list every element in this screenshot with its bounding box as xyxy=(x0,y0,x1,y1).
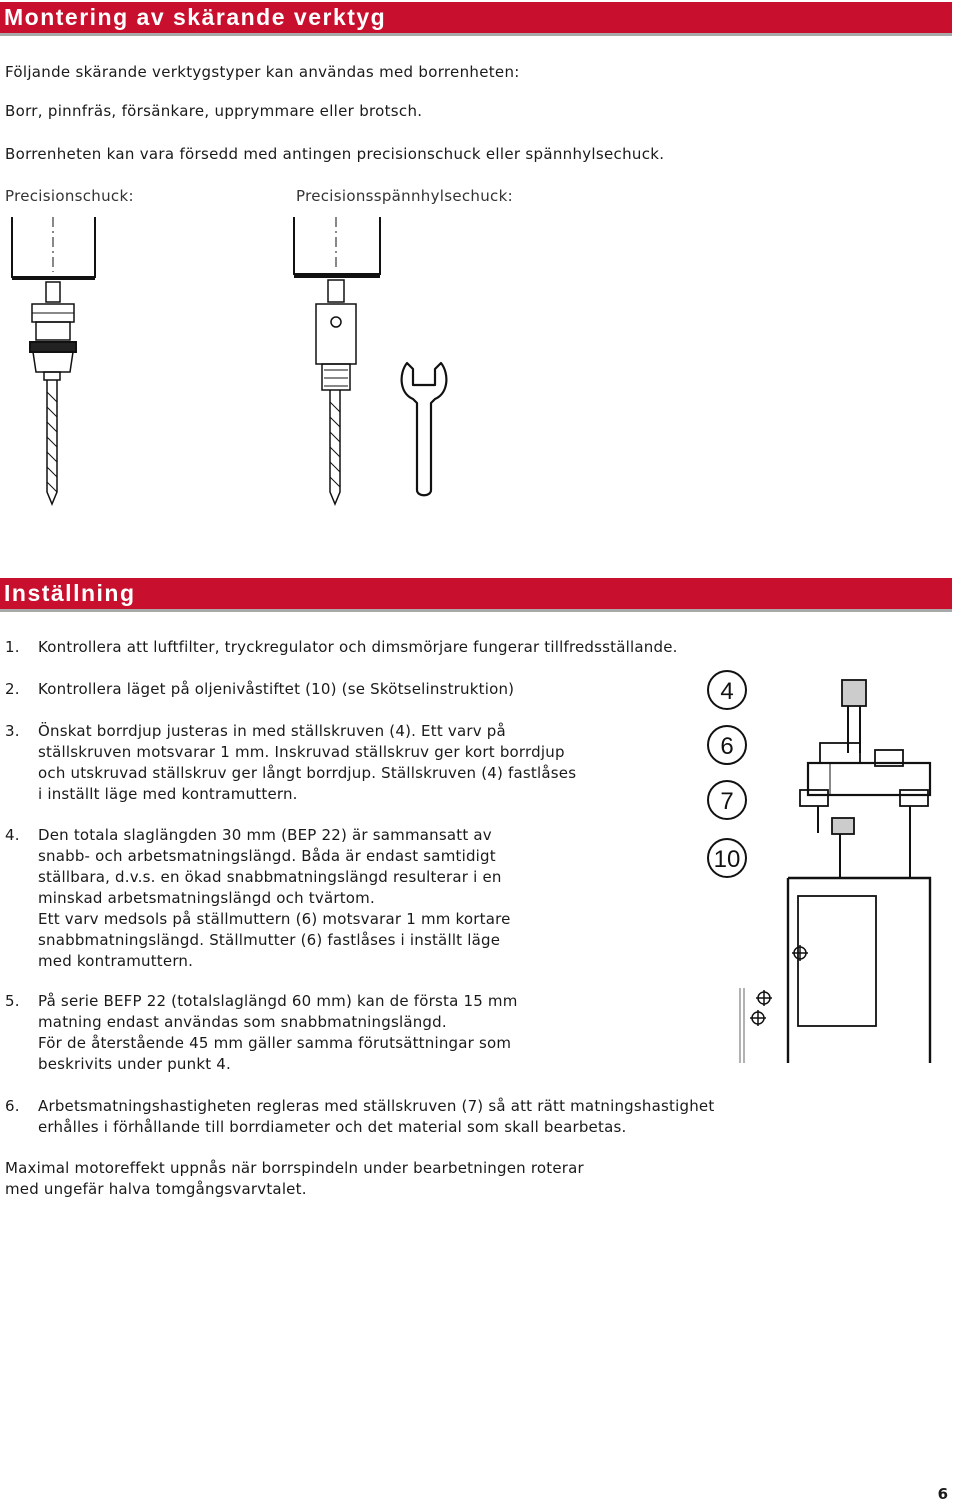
list-item: 1. Kontrollera att luftfilter, tryckregulator och dimsmörjare fungerar tillfredsställande. xyxy=(5,638,678,656)
callout-label: 6 xyxy=(720,733,734,760)
section-title: Inställning xyxy=(4,580,136,606)
section-banner-montering xyxy=(0,2,952,36)
label-precisionschuck: Precisionschuck: xyxy=(5,187,134,205)
list-item: 4. Den totala slaglängden 30 mm (BEP 22) är sammansatt av snabb- och arbetsmatningslängd. Båda är endast samtidigt ställbara, d.v.s. en ökad snabbmatningslängd resulterar i en minskad arbetsmatningslängd och tvärtom. Ett varv medsols på ställmuttern (6) motsvarar 1 mm kortare snabbmatningslängd. Ställmutter (6) fastlåses i inställt läge med kontramuttern. xyxy=(5,826,511,970)
paragraph: Följande skärande verktygstyper kan användas med borrenheten: xyxy=(5,63,520,81)
callout-label: 7 xyxy=(720,788,734,815)
label-spannhylsechuck: Precisionsspännhylsechuck: xyxy=(296,187,513,205)
section-banner-installning xyxy=(0,578,952,612)
section-title: Montering av skärande verktyg xyxy=(4,4,387,30)
collet-chuck-illustration xyxy=(288,212,388,512)
list-item: 6. Arbetsmatningshastigheten regleras med ställskruven (7) så att rätt matningshastighet erhålles i förhållande till borrdiameter och det material som skall bearbetas. xyxy=(5,1097,715,1136)
closing-paragraph: Maximal motoreffekt uppnås när borrspindeln under bearbetningen roterar med ungefär halva tomgångsvarvtalet. xyxy=(5,1159,584,1198)
page-number: 6 xyxy=(937,1485,948,1503)
list-item: 3. Önskat borrdjup justeras in med ställskruven (4). Ett varv på ställskruven motsvarar 1 mm. Inskruvad ställskruv ger kort borrdjup och utskruvad ställskruv ger långt borrdjup. Ställskruven (4) fastlåses i inställt läge med kontramuttern. xyxy=(5,722,577,803)
list-item: 5. På serie BEFP 22 (totalslaglängd 60 mm) kan de första 15 mm matning endast användas som snabbmatningslängd. För de återstående 45 mm gäller samma förutsättningar som beskrivits under punkt 4. xyxy=(5,992,518,1073)
callout-label: 4 xyxy=(720,678,734,705)
list-item: 2. Kontrollera läget på oljenivåstiftet (10) (se Skötselinstruktion) xyxy=(5,680,515,698)
paragraph: Borr, pinnfräs, försänkare, upprymmare eller brotsch. xyxy=(5,102,423,120)
precision-chuck-illustration xyxy=(0,212,120,512)
callout-label: 10 xyxy=(713,846,741,873)
wrench-icon xyxy=(395,355,455,505)
adjustment-mechanism-diagram xyxy=(700,668,935,1063)
paragraph: Borrenheten kan vara försedd med antingen precisionschuck eller spännhylsechuck. xyxy=(5,145,665,163)
